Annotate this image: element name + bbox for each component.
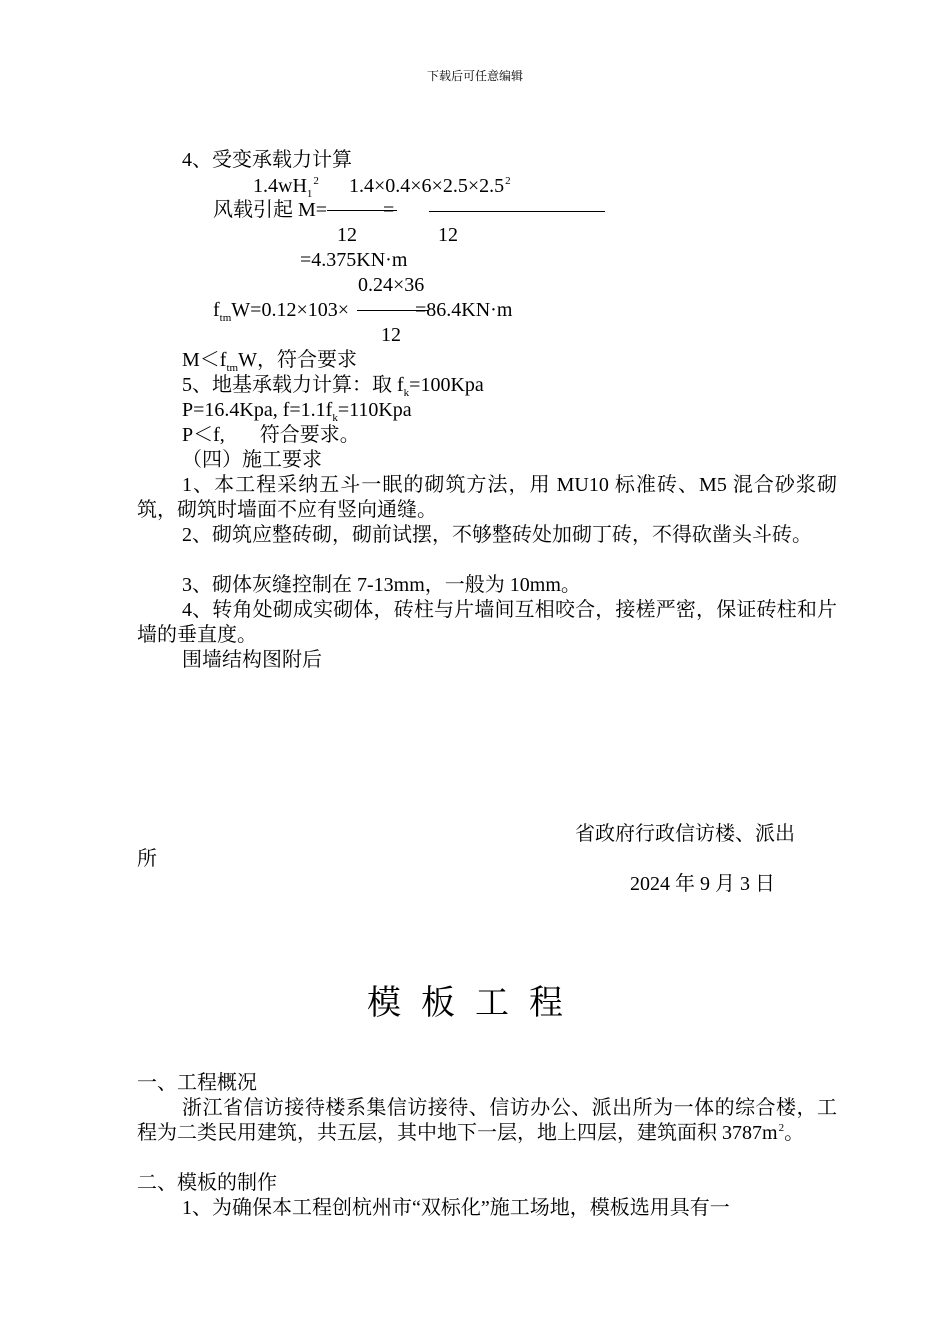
m-equals: = (383, 199, 395, 221)
page-header-note: 下载后可任意编辑 (426, 69, 523, 83)
w-numerator: 0.24×36 (358, 274, 425, 296)
signature-org-line1: 省政府行政信访楼、派出 (575, 823, 795, 845)
p-compare: P＜f, 符合要求。 (182, 424, 360, 446)
compare-m: $M<f_{tm}W$，符合要求 (182, 349, 357, 374)
requirement-item-1: 1、本工程采纳五斗一眠的砌筑方法，用 MU10 标准砖、M5 混合砂浆砌筑，砌筑时墙面不应有竖向通缝。 (137, 474, 837, 521)
item4-title: 4、受变承载力计算 (182, 149, 352, 171)
requirement-item-4: 4、转角处砌成实砌体，砖柱与片墙间互相咬合，接槎严密，保证砖柱和片墙的垂直度。 (137, 599, 837, 646)
appendix-note: 围墙结构图附后 (182, 649, 322, 671)
signature-org-line2: 所 (137, 848, 157, 870)
p-line: P=16.4Kpa, $f=1.1f_k=110Kpa$ (182, 399, 412, 424)
template-paragraph-1: 1、为确保本工程创杭州市“双标化”施工场地，模板选用具有一 (182, 1197, 730, 1219)
requirement-item-2: 2、砌筑应整砖砌，砌前试摆，不够整砖处加砌丁砖，不得砍凿头斗砖。 (182, 524, 812, 546)
w-result: =86.4KN·m (415, 299, 513, 321)
item5: 5、地基承载力计算：取 $f_k=100Kpa$ (182, 374, 484, 399)
m-label: 风载引起 M= (213, 199, 328, 221)
m-numerator-2: $1.4\times 0.4\times 6\times 2.5\times 2.5^2$ (349, 175, 511, 197)
section-heading-1: 一、工程概况 (137, 1072, 257, 1094)
w-denominator: 12 (381, 324, 401, 346)
m-result: =4.375KN·m (300, 249, 408, 271)
m-numerator-1: $1.4wH_1^2$ (253, 175, 319, 200)
requirement-item-3: 3、砌体灰缝控制在 7-13mm，一般为 10mm。 (182, 574, 581, 596)
signature-date: 2024 年 9 月 3 日 (630, 873, 775, 895)
fraction-bar-2 (429, 211, 605, 212)
section-title: 模板工程 (367, 985, 583, 1022)
m-denominator-1: 12 (337, 224, 357, 246)
requirements-heading: （四）施工要求 (182, 449, 322, 471)
m-denominator-2: 12 (438, 224, 458, 246)
w-expression: $f_{tm}W=0.12\times 103\times$ (213, 299, 350, 324)
section-heading-2: 二、模板的制作 (137, 1172, 277, 1194)
overview-paragraph: 浙江省信访接待楼系集信访接待、信访办公、派出所为一体的综合楼，工程为二类民用建筑，共五层，其中地下一层，地上四层，建筑面积 $3787m^2$。 (137, 1097, 837, 1144)
